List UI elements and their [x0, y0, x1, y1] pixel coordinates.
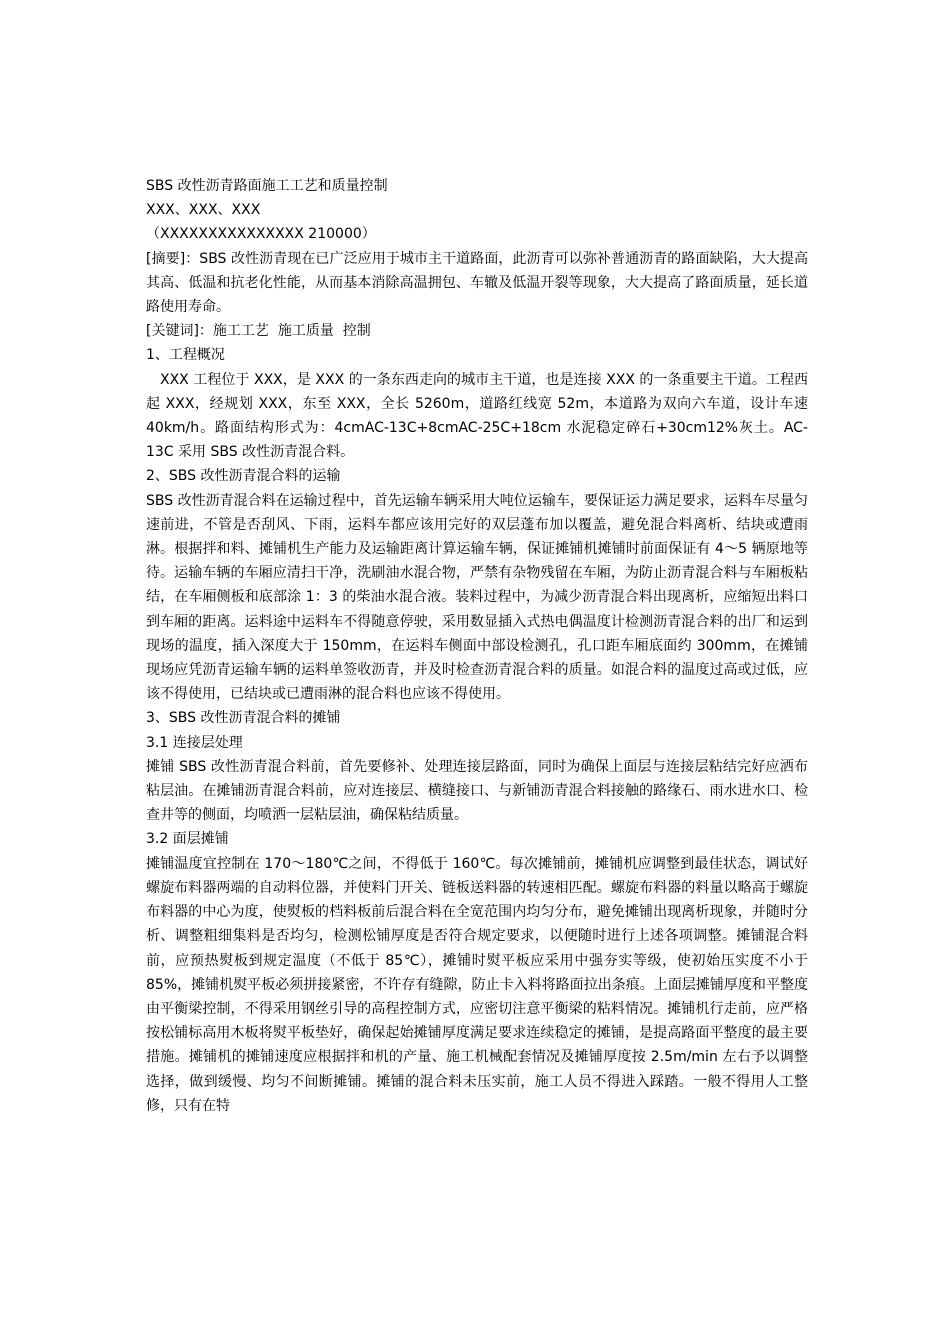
body-paragraph: XXX 工程位于 XXX，是 XXX 的一条东西走向的城市主干道，也是连接 XXX 的一条重要主干道。工程西起 XXX，经规划 XXX，东至 XXX，全长 5260m，道路红线宽 52m，本道路为双向六车道，设计车速 40km/h。路面结构形式为：4cmAC-13C+8cmAC-25C+18cm 水泥稳定碎石+30cm12%灰土。AC-13C 采用 SBS 改性沥青混合料。 — [146, 371, 813, 461]
subsection-heading: 3.2 面层摊铺 — [146, 831, 229, 848]
section-heading: 1、工程概况 — [146, 347, 225, 364]
document-affiliation: （XXXXXXXXXXXXXXX 210000） — [146, 226, 376, 243]
document-title: SBS 改性沥青路面施工工艺和质量控制 — [146, 178, 388, 194]
document-authors: XXX、XXX、XXX — [146, 202, 261, 219]
abstract-paragraph: [摘要]：SBS 改性沥青现在已广泛应用于城市主干道路面，此沥青可以弥补普通沥青的路面缺陷，大大提高其高、低温和抗老化性能，从而基本消除高温拥包、车辙及低温开裂等现象，大大提高了路面质量，延长道路使用寿命。 — [146, 250, 808, 316]
body-paragraph: 摊铺 SBS 改性沥青混合料前，首先要修补、处理连接层路面，同时为确保上面层与连接层粘结完好应洒布粘层油。在摊铺沥青混合料前，应对连接层、横缝接口、与新铺沥青混合料接触的路缘石、雨水进水口、检查井等的侧面，均喷洒一层粘层油，确保粘结质量。 — [146, 758, 808, 824]
section-heading: 3、SBS 改性沥青混合料的摊铺 — [146, 710, 341, 727]
subsection-heading: 3.1 连接层处理 — [146, 734, 243, 751]
section-heading: 2、SBS 改性沥青混合料的运输 — [146, 468, 341, 485]
document-page — [146, 174, 813, 1118]
keywords-line: [关键词]：施工工艺 施工质量 控制 — [146, 323, 371, 340]
body-paragraph: SBS 改性沥青混合料在运输过程中，首先运输车辆采用大吨位运输车，要保证运力满足要求，运料车尽量匀速前进，不管是否刮风、下雨，运料车都应该用完好的双层蓬布加以覆盖，避免混合料离析、结块或遭雨淋。根据拌和料、摊铺机生产能力及运输距离计算运输车辆，保证摊铺机摊铺时前面保证有 4～5 辆原地等待。运输车辆的车厢应清扫干净，洗刷油水混合物，严禁有杂物残留在车厢，为防止沥青混合料与车厢板粘结，在车厢侧板和底部涂 1：3 的柴油水混合液。装料过程中，为减少沥青混合料出现离析，应缩短出料口到车厢的距离。运料途中运料车不得随意停驶，采用数显插入式热电偶温度计检测沥青混合料的出厂和运到现场的温度，插入深度大于 150mm，在运料车侧面中部设检测孔，孔口距车厢底面约 300mm，在摊铺现场应凭沥青运输车辆的运料单签收沥青，并及时检查沥青混合料的质量。如混合料的温度过高或过低，应该不得使用，已结块或已遭雨淋的混合料也应该不得使用。 — [146, 492, 808, 703]
body-paragraph: 摊铺温度宜控制在 170～180℃之间，不得低于 160℃。每次摊铺前，摊铺机应调整到最佳状态，调试好螺旋布料器两端的自动料位器，并使料门开关、链板送料器的转速相匹配。螺旋布料器的料量以略高于螺旋布料器的中心为度，使熨板的档料板前后混合料在全宽范围内均匀分布，避免摊铺出现离析现象，并随时分析、调整粗细集料是否均匀，检测松铺厚度是否符合规定要求，以便随时进行上述各项调整。摊铺混合料前，应预热熨板到规定温度（不低于 85℃），摊铺时熨平板应采用中强夯实等级，使初始压实度不小于 85%，摊铺机熨平板必须拼接紧密，不许存有缝隙，防止卡入料将路面拉出条痕。上面层摊铺厚度和平整度由平衡梁控制，不得采用钢丝引导的高程控制方式，应密切注意平衡梁的粘料情况。摊铺机行走前，应严格按松铺标高用木板将熨平板垫好，确保起始摊铺厚度满足要求连续稳定的摊铺，是提高路面平整度的最主要措施。摊铺机的摊铺速度应根据拌和机的产量、施工机械配套情况及摊铺厚度按 2.5m/min 左右予以调整选择，做到缓慢、均匀不间断摊铺。摊铺的混合料未压实前，施工人员不得进入踩踏。一般不得用人工整修，只有在特 — [146, 855, 813, 1114]
